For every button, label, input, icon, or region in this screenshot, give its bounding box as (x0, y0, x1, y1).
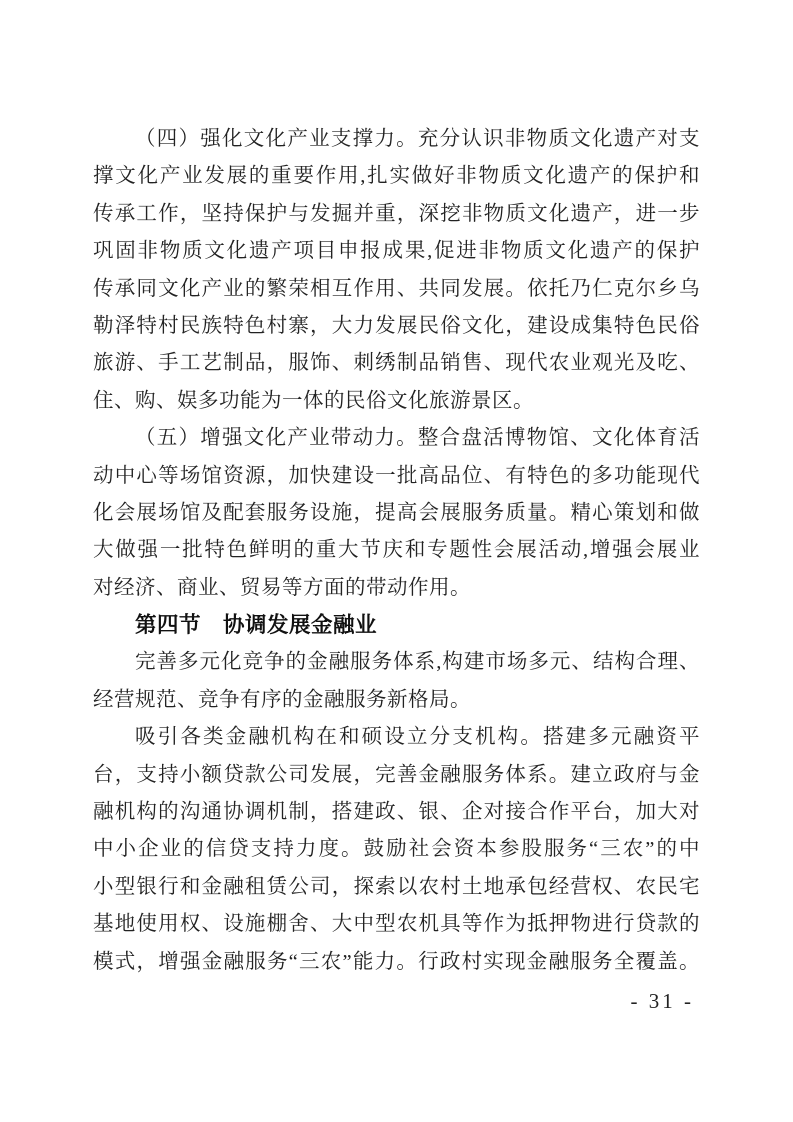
paragraph-culture-support (93, 121, 700, 420)
text-line: 基地使用权、设施棚舍、大中型农机具等作为抵押物进行贷款的 (93, 913, 700, 936)
text-line: 中小企业的信贷支持力度。鼓励社会资本参股服务“三农”的中 (93, 838, 700, 861)
text-line: 吸引各类金融机构在和硕设立分支机构。搭建多元融资平 (135, 726, 700, 749)
section-heading: 第四节 协调发展金融业 (135, 613, 378, 638)
text-line: 小型银行和金融租赁公司，探索以农村土地承包经营权、农民宅 (93, 875, 700, 898)
text-line: 模式，增强金融服务“三农”能力。行政村实现金融服务全覆盖。 (93, 950, 700, 973)
text-line: 对经济、商业、贸易等方面的带动作用。 (93, 576, 471, 599)
text-line: 完善多元化竞争的金融服务体系,构建市场多元、结构合理、 (135, 651, 700, 674)
paragraph-finance-detail (93, 719, 700, 981)
text-line: 旅游、手工艺制品，服饰、刺绣制品销售、现代农业观光及吃、 (93, 352, 700, 375)
text-line: 经营规范、竞争有序的金融服务新格局。 (93, 688, 471, 711)
text-line: 动中心等场馆资源，加快建设一批高品位、有特色的多功能现代 (93, 464, 700, 487)
text-line: 化会展场馆及配套服务设施，提高会展服务质量。精心策划和做 (93, 501, 700, 524)
text-line: 台，支持小额贷款公司发展，完善金融服务体系。建立政府与金 (93, 763, 700, 786)
text-line: 传承同文化产业的繁荣相互作用、共同发展。依托乃仁克尔乡乌 (93, 277, 700, 300)
paragraph-finance-intro (93, 644, 700, 719)
text-line: 勒泽特村民族特色村寨，大力发展民俗文化，建设成集特色民俗 (93, 314, 700, 337)
text-line: 融机构的沟通协调机制，搭建政、银、企对接合作平台，加大对 (93, 801, 700, 824)
text-line: 传承工作，坚持保护与发掘并重，深挖非物质文化遗产，进一步 (93, 202, 700, 225)
text-line: 大做强一批特色鲜明的重大节庆和专题性会展活动,增强会展业 (93, 539, 700, 562)
text-line: （四）强化文化产业支撑力。充分认识非物质文化遗产对支 (135, 128, 700, 150)
paragraph-culture-drive (93, 420, 700, 607)
text-line: （五）增强文化产业带动力。整合盘活博物馆、文化体育活 (135, 427, 700, 450)
text-line: 巩固非物质文化遗产项目申报成果,促进非物质文化遗产的保护 (93, 240, 700, 263)
document-content (93, 121, 700, 981)
text-line: 住、购、娱多功能为一体的民俗文化旅游景区。 (93, 389, 534, 412)
page-number: - 31 - (630, 989, 694, 1013)
text-line: 撑文化产业发展的重要作用,扎实做好非物质文化遗产的保护和 (93, 165, 700, 188)
